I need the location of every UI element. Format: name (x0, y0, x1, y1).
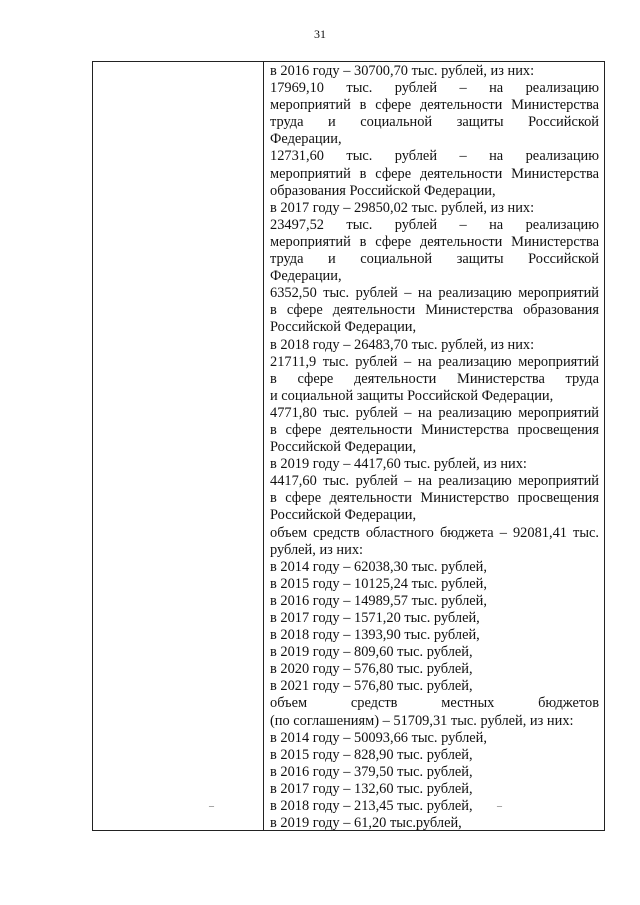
text-line: Российской Федерации, (270, 319, 417, 336)
text-line: в 2015 году – 828,90 тыс. рублей, (270, 746, 473, 763)
text-line: в 2017 году – 1571,20 тыс. рублей, (270, 610, 480, 626)
text-line: в сфере деятельности Министерства образования (270, 302, 599, 319)
column-divider (263, 62, 264, 830)
text-line: в сфере деятельности Министерства труда (270, 370, 599, 387)
text-line: мероприятий в сфере деятельности Министерства (270, 165, 599, 182)
text-line: 12731,60 тыс. рублей – на реализацию (270, 148, 599, 165)
text-line: в сфере деятельности Министерства просвещения (270, 421, 599, 438)
text-line: в 2014 году – 50093,66 тыс. рублей, (270, 729, 487, 746)
text-line: в сфере деятельности Министерство просвещения (270, 490, 599, 507)
text-line: Российской Федерации, (270, 507, 417, 524)
text-line: мероприятий в сфере деятельности Министерства (270, 233, 599, 250)
text-line: в 2019 году – 61,20 тыс.рублей, (270, 815, 462, 832)
text-line: образования Российской Федерации, (270, 182, 496, 199)
text-line: 4417,60 тыс. рублей – на реализацию мероприятий (270, 473, 599, 490)
text-line: в 2020 году – 576,80 тыс. рублей, (270, 661, 473, 678)
text-line: Российской Федерации, (270, 439, 417, 456)
text-line: рублей, из них: (270, 541, 364, 558)
text-line: в 2021 году – 576,80 тыс. рублей, (270, 678, 473, 695)
document-table (92, 61, 605, 831)
text-line: в 2019 году – 4417,60 тыс. рублей, из них: (270, 456, 527, 473)
text-line: в 2016 году – 14989,57 тыс. рублей, (270, 592, 487, 609)
text-line: 23497,52 тыс. рублей – на реализацию (270, 216, 599, 233)
text-line: в 2016 году – 30700,70 тыс. рублей, из них: (270, 63, 535, 79)
text-line: 17969,10 тыс. рублей – на реализацию (270, 80, 599, 97)
text-line: в 2019 году – 809,60 тыс. рублей, (270, 644, 473, 661)
text-line: 4771,80 тыс. рублей – на реализацию мероприятий (270, 404, 599, 421)
text-line: в 2016 году – 379,50 тыс. рублей, (270, 763, 473, 780)
page-number: 31 (314, 27, 326, 41)
text-line: в 2014 году – 62038,30 тыс. рублей, (270, 558, 487, 575)
text-line: Федерации, (270, 268, 342, 285)
left-cell-empty (93, 62, 263, 830)
text-line: объем средств областного бюджета – 92081,41 тыс. (270, 524, 599, 541)
scan-mark: – (209, 801, 214, 812)
right-cell-text (270, 63, 599, 832)
text-line: 21711,9 тыс. рублей – на реализацию мероприятий (270, 353, 599, 370)
text-line: труда и социальной защиты Российской (270, 251, 599, 268)
text-line: 6352,50 тыс. рублей – на реализацию мероприятий (270, 285, 599, 302)
scan-mark: – (497, 801, 502, 812)
text-line: в 2018 году – 1393,90 тыс. рублей, (270, 627, 480, 644)
text-line: (по соглашениям) – 51709,31 тыс. рублей, из них: (270, 712, 574, 729)
text-line: в 2015 году – 10125,24 тыс. рублей, (270, 575, 487, 592)
text-line: в 2017 году – 132,60 тыс. рублей, (270, 780, 473, 797)
text-line: объем средств местных бюджетов (270, 695, 599, 712)
text-line: в 2018 году – 26483,70 тыс. рублей, из них: (270, 336, 535, 353)
text-line: мероприятий в сфере деятельности Министерства (270, 97, 599, 114)
text-line: в 2017 году – 29850,02 тыс. рублей, из них: (270, 199, 535, 216)
text-line: Федерации, (270, 131, 342, 148)
text-line: и социальной защиты Российской Федерации, (270, 387, 554, 404)
text-line: труда и социальной защиты Российской (270, 114, 599, 131)
text-line: в 2018 году – 213,45 тыс. рублей, (270, 798, 473, 815)
